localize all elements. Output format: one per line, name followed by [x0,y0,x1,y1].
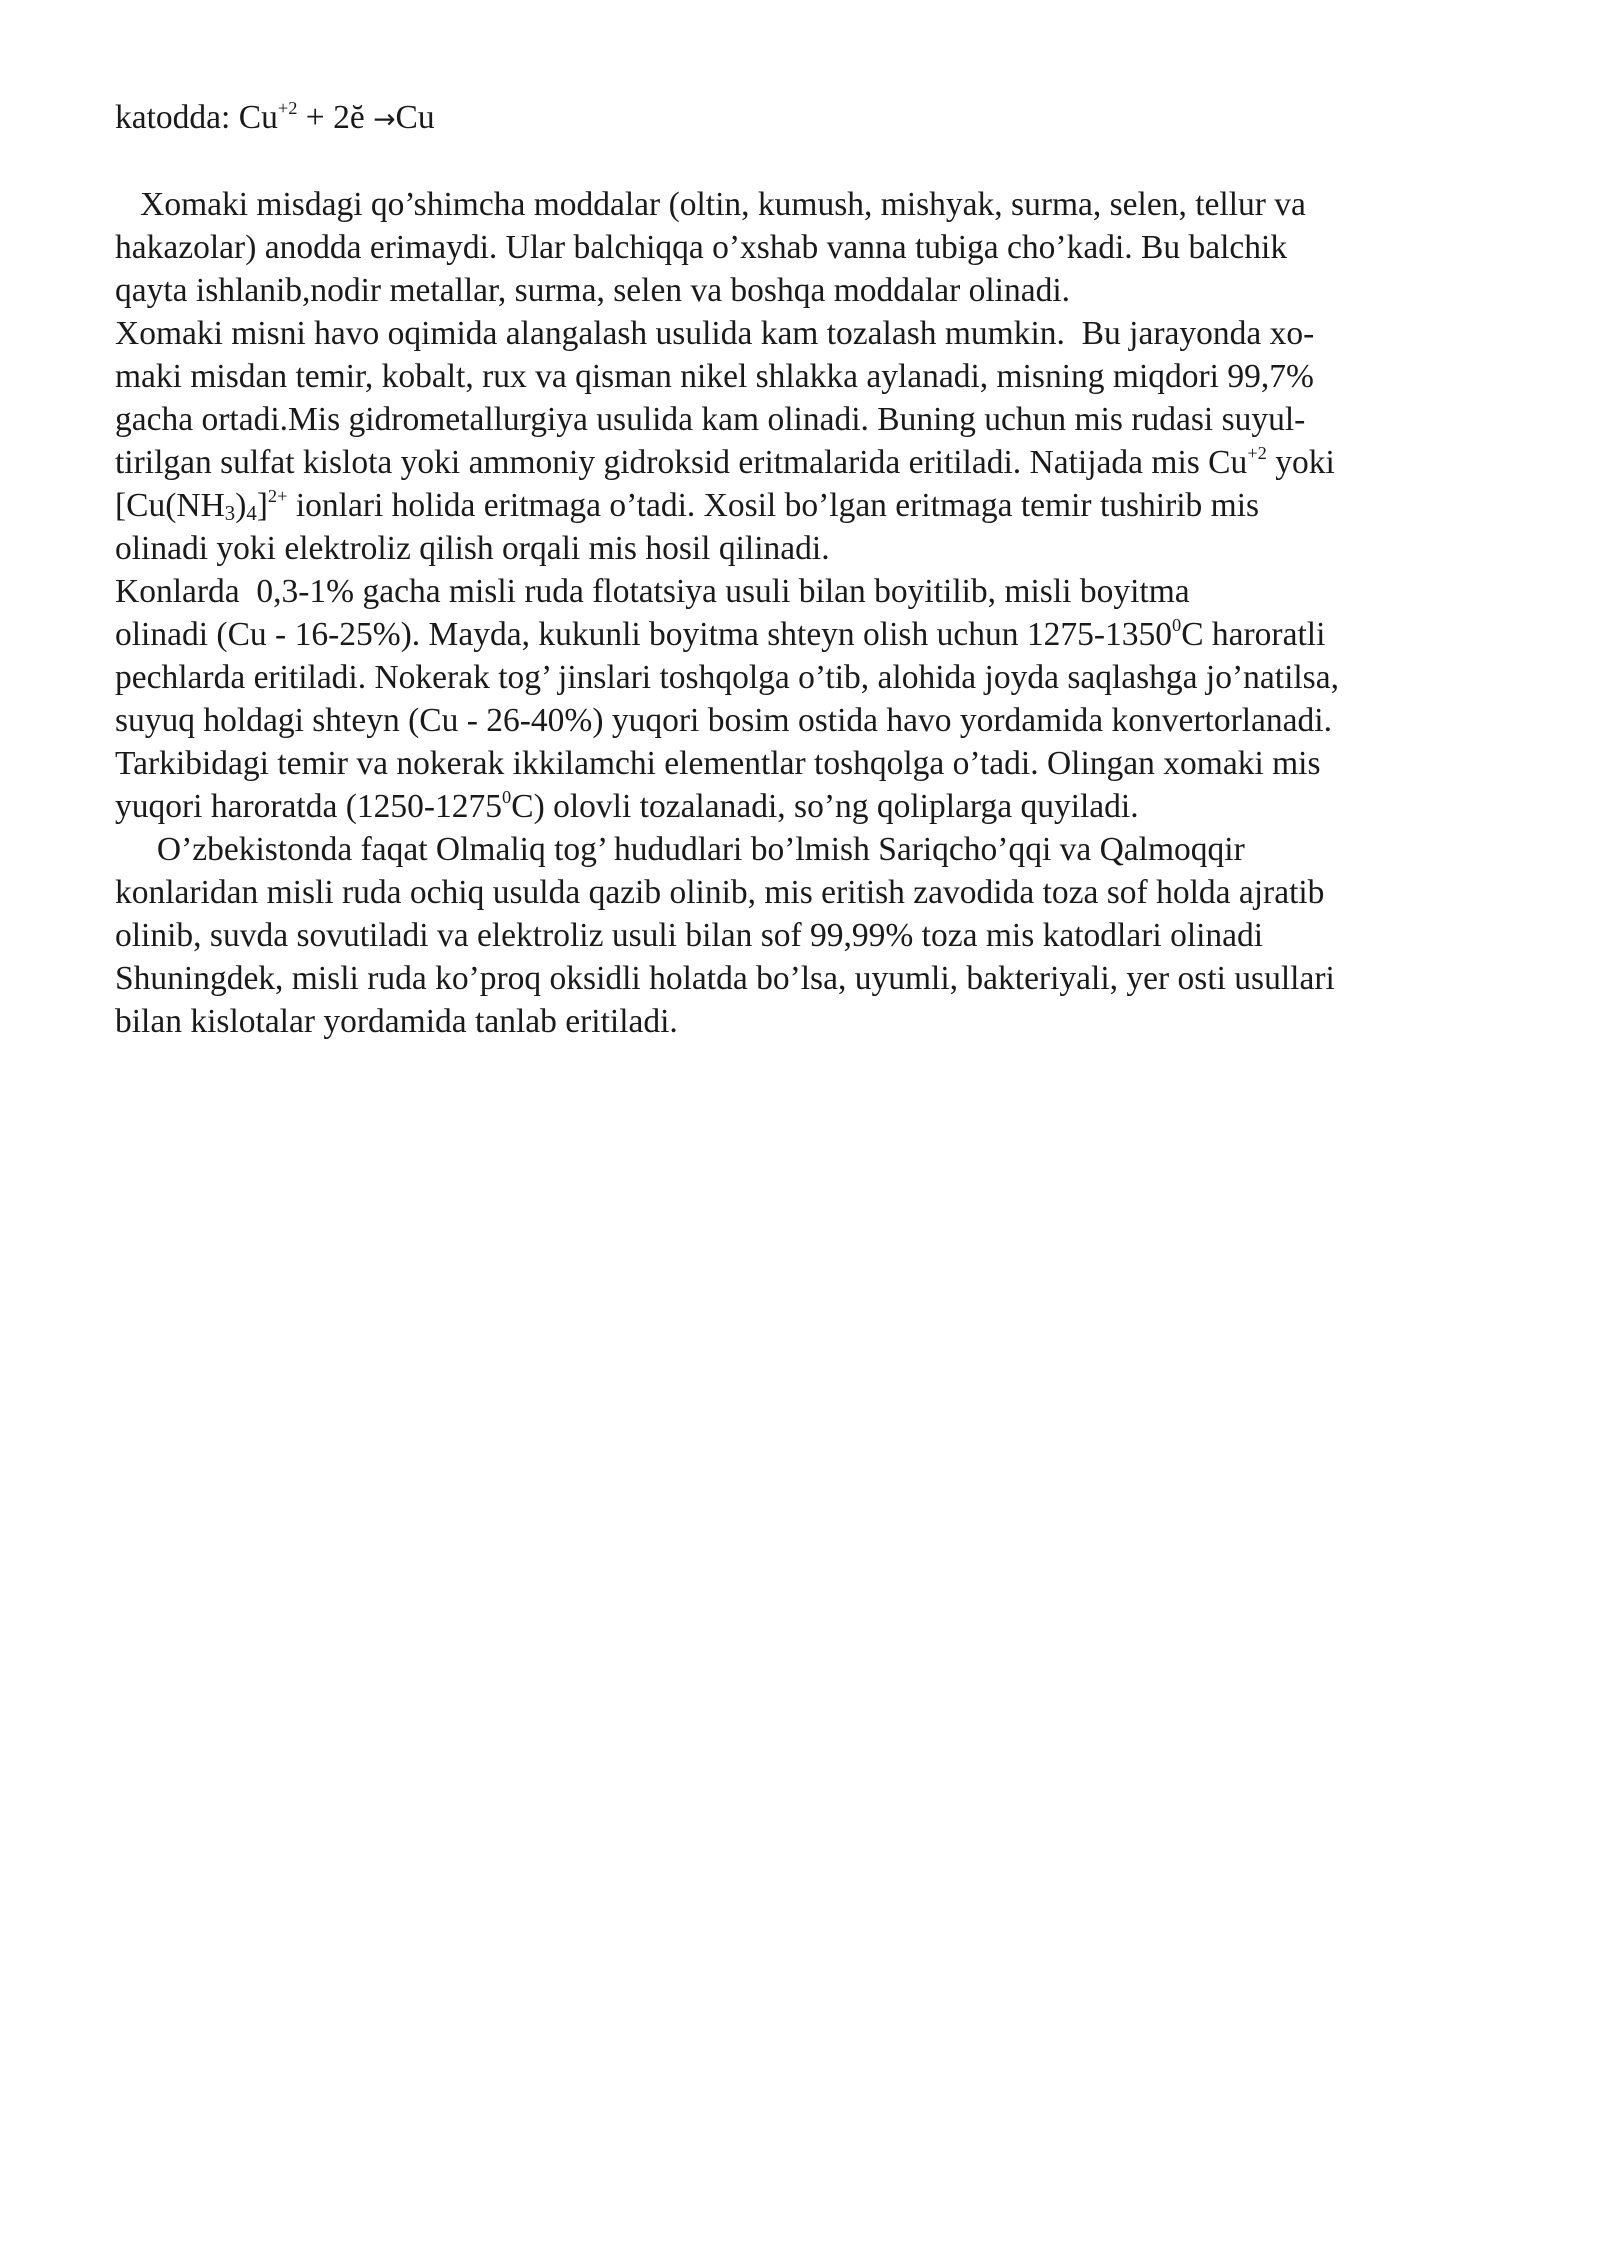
line-text: ionlari holida eritmaga o’tadi. Xosil bo’lgan eritmaga temir tushirib mis [287,487,1260,524]
formula-middle: + 2ĕ [297,99,374,136]
paragraph-line: O’zbekistonda faqat Olmaliq tog’ hududlari bo’lmish Sariqcho’qqi va Qalmoqqir [115,831,1245,868]
degree-superscript: 0 [502,787,512,808]
paragraph-line: hakazolar) anodda erimaydi. Ular balchiqqa o’xshab vanna tubiga cho’kadi. Bu balchik [115,229,1288,266]
paragraph-line: bilan kislotalar yordamida tanlab eritiladi. [115,1003,678,1040]
formula-subscript: 3 [224,502,236,526]
paragraph-line: olinadi yoki elektroliz qilish orqali mis hosil qilinadi. [115,530,830,567]
formula-label: katodda: Cu [115,99,278,136]
line-text: C) olovli tozalanadi, so’ng qoliplarga quyiladi. [511,788,1139,825]
paragraph-line: Shuningdek, misli ruda ko’proq oksidli holatda bo’lsa, uyumli, bakteriyali, yer osti usullari [115,960,1335,997]
formula-subscript: 4 [246,502,257,526]
paragraph-line: pechlarda eritiladi. Nokerak tog’ jinslari toshqolga o’tib, alohida joyda saqlashga jo’natilsa, [115,659,1339,696]
paragraph-line [115,443,1335,483]
paragraph-line [115,486,1259,526]
paragraph-line [115,787,1139,827]
cathode-reaction-formula [115,98,435,140]
paragraph-line: gacha ortadi.Mis gidrometallurgiya usulida kam olinadi. Buning uchun mis rudasi suyul- [115,401,1306,438]
paragraph-line: Xomaki misni havo oqimida alangalash usulida kam tozalash mumkin. Bu jarayonda xo- [115,315,1315,352]
paragraph-line: konlaridan misli ruda ochiq usulda qazib olinib, mis eritish zavodida toza sof holda ajratib [115,874,1325,911]
formula-product: Cu [395,99,435,136]
reaction-arrow-icon: → [373,104,396,135]
paragraph-line: Konlarda 0,3-1% gacha misli ruda flotatsiya usuli bilan boyitilib, misli boyitma [115,573,1190,610]
line-text: C haroratli [1181,616,1326,653]
line-text: ] [256,487,268,524]
paragraph-line: Xomaki misdagi qo’shimcha moddalar (oltin, kumush, mishyak, surma, selen, tellur va [115,186,1306,223]
line-text: olinadi (Cu - 16-25%). Mayda, kukunli boyitma shteyn olish uchun 1275-1350 [115,616,1172,653]
line-text: ) [235,487,247,524]
line-text: [Cu(NH [115,487,225,524]
line-text: yuqori haroratda (1250-1275 [115,788,503,825]
degree-superscript: 0 [1171,615,1182,636]
charge-superscript: 2+ [267,486,288,507]
charge-superscript: +2 [1247,443,1267,464]
formula-charge: +2 [277,98,298,119]
paragraph-line: qayta ishlanib,nodir metallar, surma, selen va boshqa moddalar olinadi. [115,272,1071,309]
line-text: yoki [1266,444,1335,481]
paragraph-line: maki misdan temir, kobalt, rux va qisman nikel shlakka aylanadi, misning miqdori 99,7% [115,358,1314,395]
paragraph-line: Tarkibidagi temir va nokerak ikkilamchi elementlar toshqolga o’tadi. Olingan xomaki mis [115,745,1321,782]
paragraph-line [115,615,1325,655]
paragraph-line: suyuq holdagi shteyn (Cu - 26-40%) yuqori bosim ostida havo yordamida konvertorlanadi. [115,702,1332,739]
line-text: tirilgan sulfat kislota yoki ammoniy gidroksid eritmalarida eritiladi. Natijada mis Cu [115,444,1248,481]
paragraph-line: olinib, suvda sovutiladi va elektroliz usuli bilan sof 99,99% toza mis katodlari olinadi [115,917,1264,954]
